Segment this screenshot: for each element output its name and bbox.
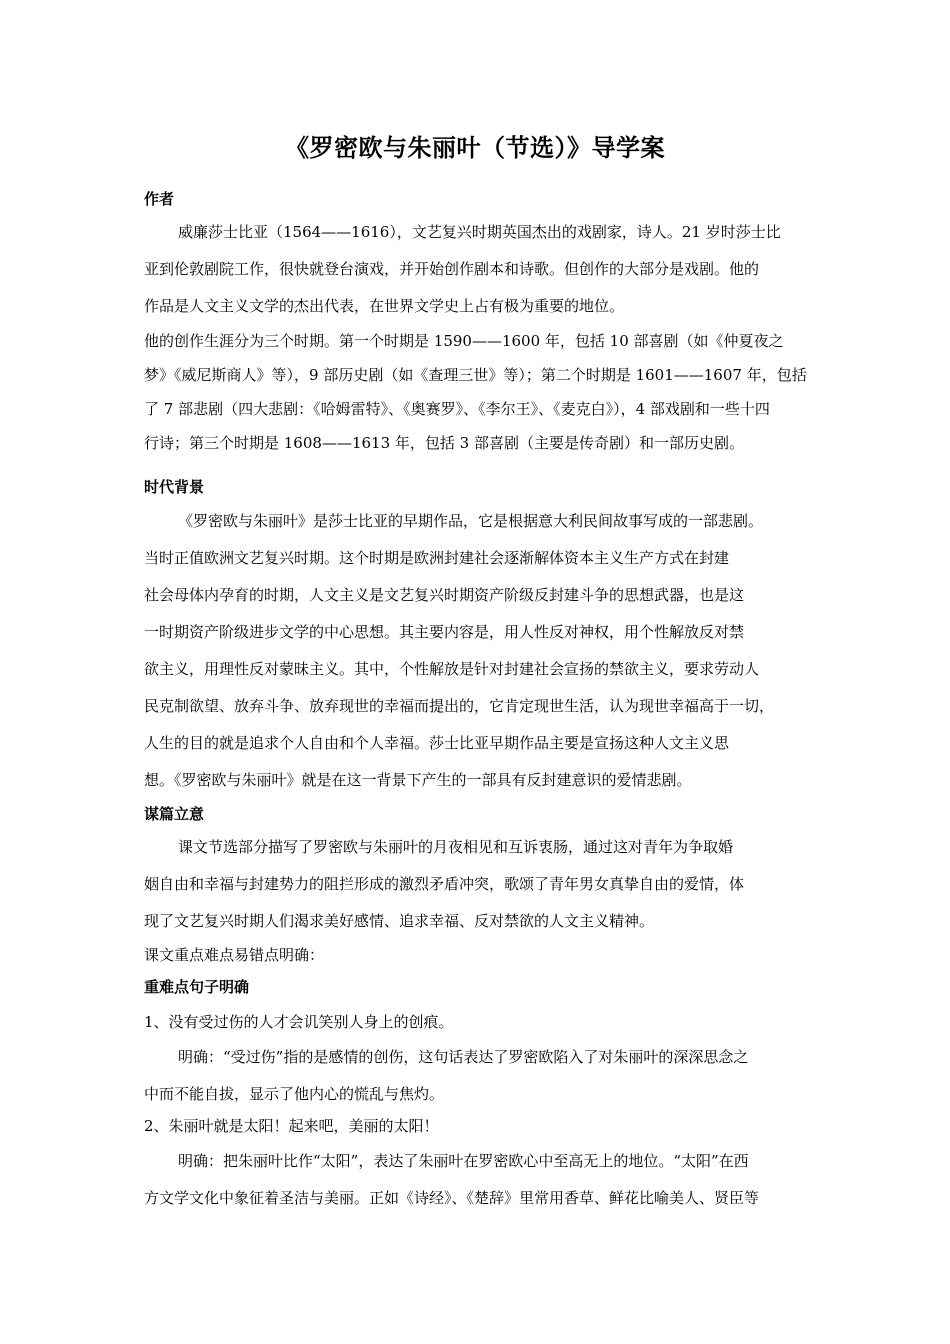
- author-paragraph-1: [144, 214, 816, 325]
- key-point-explain-1: [144, 1039, 816, 1113]
- key-point-item-1: [144, 1007, 816, 1037]
- text-line: 民克制欲望、放弃斗争、放弃现世的幸福而提出的，它肯定现世生活，认为现世幸福高于一切，: [144, 697, 775, 715]
- key-point-item-2: [144, 1111, 816, 1141]
- key-point-explain-2: [144, 1143, 816, 1217]
- author-heading: 作者: [144, 190, 175, 208]
- key-points-section: [144, 973, 816, 1001]
- text-line: 社会母体内孕育的时期，人文主义是文艺复兴时期资产阶级反封建斗争的思想武器，也是这: [144, 586, 745, 604]
- text-line: 亚到伦敦剧院工作，很快就登台演戏，并开始创作剧本和诗歌。但创作的大部分是戏剧。他的: [144, 260, 760, 278]
- text-line: 作品是人文主义文学的杰出代表，在世界文学史上占有极为重要的地位。: [144, 297, 625, 315]
- key-point-sentence: 2、朱丽叶就是太阳！起来吧，美丽的太阳！: [144, 1117, 439, 1135]
- background-section: [144, 473, 816, 501]
- background-heading: 时代背景: [144, 478, 205, 496]
- theme-heading: 谋篇立意: [144, 805, 205, 823]
- document-title: 《罗密欧与朱丽叶（节选）》导学案: [285, 134, 665, 162]
- key-points-heading: 重难点句子明确: [144, 978, 250, 996]
- text-line: 行诗；第三个时期是 1608——1613 年，包括 3 部喜剧（主要是传奇剧）和一部历史剧。: [144, 434, 744, 452]
- author-paragraph-2: [144, 324, 816, 460]
- theme-section: [144, 800, 816, 828]
- text-line: 明确：把朱丽叶比作“太阳”，表达了朱丽叶在罗密欧心中至高无上的地位。“太阳”在西: [178, 1152, 749, 1170]
- text-line: 《罗密欧与朱丽叶》是莎士比亚的早期作品，它是根据意大利民间故事写成的一部悲剧。: [178, 512, 764, 530]
- background-paragraph: [144, 503, 816, 799]
- text-line: 想。《罗密欧与朱丽叶》就是在这一背景下产生的一部具有反封建意识的爱情悲剧。: [144, 771, 692, 789]
- text-line: 梦》《威尼斯商人》等），9 部历史剧（如《查理三世》等）；第二个时期是 1601——1607 年，包括: [144, 366, 807, 384]
- theme-paragraph: [144, 829, 816, 940]
- author-section: [144, 185, 816, 213]
- text-line: 人生的目的就是追求个人自由和个人幸福。莎士比亚早期作品主要是宣扬这种人文主义思: [144, 734, 730, 752]
- text-line: 了 7 部悲剧（四大悲剧：《哈姆雷特》、《奥赛罗》、《李尔王》、《麦克白》），4 部戏剧和一些十四: [144, 400, 770, 418]
- key-point-sentence: 1、没有受过伤的人才会讥笑别人身上的创痕。: [144, 1013, 454, 1031]
- text-line: 一时期资产阶级进步文学的中心思想。其主要内容是，用人性反对神权，用个性解放反对禁: [144, 623, 745, 641]
- text-line: 现了文艺复兴时期人们渴求美好感情、追求幸福、反对禁欲的人文主义精神。: [144, 912, 655, 930]
- text-line: 威廉莎士比亚（1564——1616），文艺复兴时期英国杰出的戏剧家，诗人。21 岁时莎士比: [178, 223, 781, 241]
- text-line: 姻自由和幸福与封建势力的阻拦形成的激烈矛盾冲突，歌颂了青年男女真挚自由的爱情，体: [144, 875, 745, 893]
- text-line: 明确：“受过伤”指的是感情的创伤，这句话表达了罗密欧陷入了对朱丽叶的深深思念之: [178, 1048, 749, 1066]
- text-line: 欲主义，用理性反对蒙昧主义。其中，个性解放是针对封建社会宣扬的禁欲主义，要求劳动人: [144, 660, 760, 678]
- text-line: 他的创作生涯分为三个时期。第一个时期是 1590——1600 年，包括 10 部喜剧（如《仲夏夜之: [144, 332, 784, 350]
- key-points-intro-text: 课文重点难点易错点明确：: [144, 946, 325, 964]
- text-line: 当时正值欧洲文艺复兴时期。这个时期是欧洲封建社会逐渐解体资本主义生产方式在封建: [144, 549, 730, 567]
- key-points-intro: [144, 940, 816, 970]
- text-line: 课文节选部分描写了罗密欧与朱丽叶的月夜相见和互诉衷肠，通过这对青年为争取婚: [178, 838, 734, 856]
- text-line: 方文学文化中象征着圣洁与美丽。正如《诗经》、《楚辞》里常用香草、鲜花比喻美人、贤臣等: [144, 1189, 760, 1207]
- text-line: 中而不能自拔，显示了他内心的慌乱与焦灼。: [144, 1085, 445, 1103]
